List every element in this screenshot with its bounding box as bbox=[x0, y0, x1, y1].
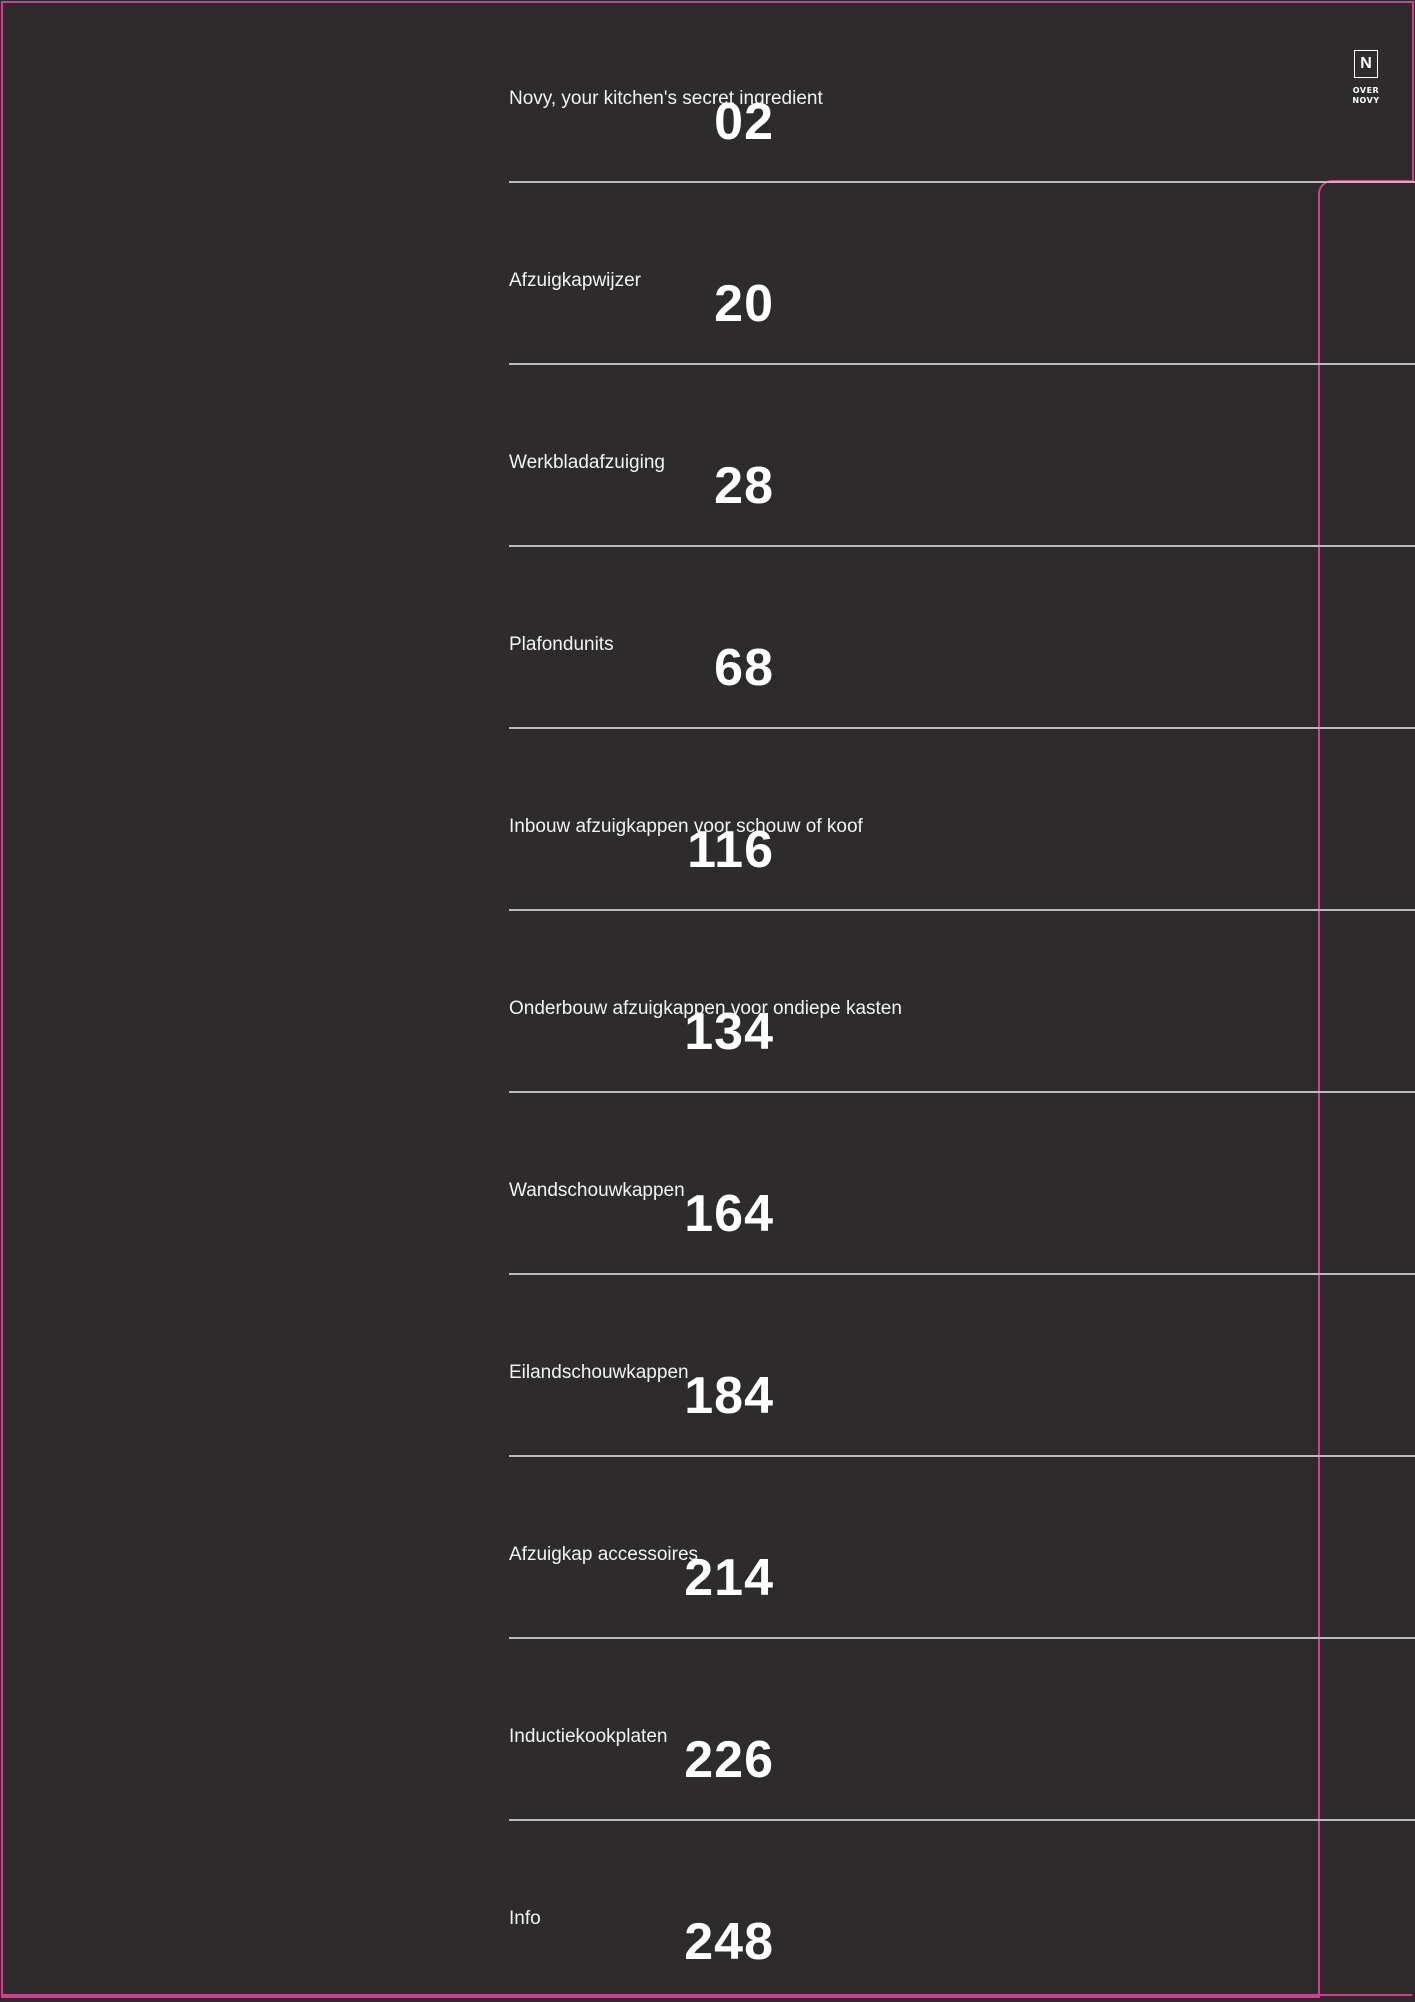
toc-entry-title: Info bbox=[509, 1908, 541, 1929]
toc-entry-page-number: 248 bbox=[684, 1913, 774, 1971]
toc-entry-page-number: 02 bbox=[714, 93, 774, 151]
toc-entry-page-number: 134 bbox=[684, 1003, 774, 1061]
toc-entry[interactable] bbox=[509, 1638, 1415, 1820]
toc-entry[interactable] bbox=[509, 1820, 1415, 2002]
toc-entry-page-number: 68 bbox=[714, 639, 774, 697]
toc-entry-title: Afzuigkapwijzer bbox=[509, 270, 641, 291]
toc-entry[interactable] bbox=[509, 728, 1415, 910]
toc-entry-title: Onderbouw afzuigkappen voor ondiepe kasten bbox=[509, 998, 902, 1019]
toc-entry-page-number: 214 bbox=[684, 1549, 774, 1607]
toc-entry-page-number: 20 bbox=[714, 275, 774, 333]
over-novy-label-line1: OVER bbox=[1352, 86, 1380, 95]
toc-entry-page-number: 184 bbox=[684, 1367, 774, 1425]
toc-entry-page-number: 226 bbox=[684, 1731, 774, 1789]
novy-logo-icon: N bbox=[1354, 50, 1378, 78]
toc-entry-title: Plafondunits bbox=[509, 634, 614, 655]
over-novy-label-line2: NOVY bbox=[1352, 96, 1380, 105]
toc-entry-title: Werkbladafzuiging bbox=[509, 452, 665, 473]
toc-entry-title: Inductiekookplaten bbox=[509, 1726, 668, 1747]
toc-entry[interactable] bbox=[509, 1456, 1415, 1638]
toc-entry-title: Wandschouwkappen bbox=[509, 1180, 685, 1201]
toc-entry[interactable] bbox=[509, 0, 1415, 182]
toc-entry-page-number: 28 bbox=[714, 457, 774, 515]
toc-entry-title: Novy, your kitchen's secret ingredient bbox=[509, 88, 823, 109]
toc-entry[interactable] bbox=[509, 1092, 1415, 1274]
toc-entry-page-number: 164 bbox=[684, 1185, 774, 1243]
toc-entry[interactable] bbox=[509, 182, 1415, 364]
toc-entry-page-number: 116 bbox=[687, 821, 774, 879]
toc-entry[interactable] bbox=[509, 364, 1415, 546]
toc-entry-title: Eilandschouwkappen bbox=[509, 1362, 689, 1383]
toc-entry[interactable] bbox=[509, 546, 1415, 728]
toc-entry-title: Inbouw afzuigkappen voor schouw of koof bbox=[509, 816, 863, 837]
toc-entry[interactable] bbox=[509, 910, 1415, 1092]
toc-entry-title: Afzuigkap accessoires bbox=[509, 1544, 699, 1565]
toc-entry[interactable] bbox=[509, 1274, 1415, 1456]
